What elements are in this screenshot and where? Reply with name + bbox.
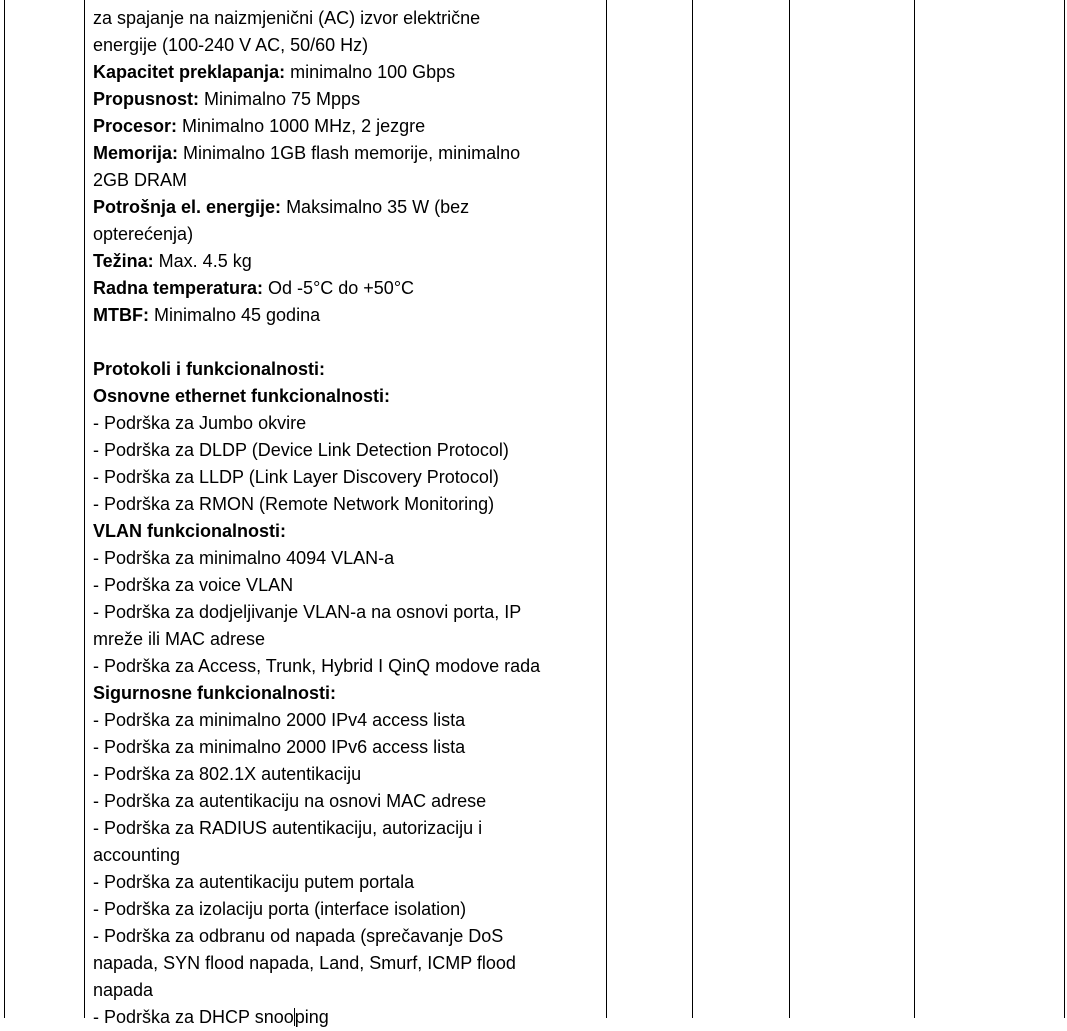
text-line	[93, 32, 601, 59]
text-line	[93, 275, 601, 302]
line-text: - Podrška za odbranu od napada (sprečavanje DoS	[93, 926, 504, 946]
text-line	[93, 680, 601, 707]
line-text: napada	[93, 980, 154, 1000]
text-line	[93, 302, 601, 329]
text-line	[93, 626, 601, 653]
bold-label: Težina:	[93, 251, 154, 271]
bold-label: Procesor:	[93, 116, 178, 136]
line-text: - Podrška za 802.1X autentikaciju	[93, 764, 362, 784]
table-column-divider	[606, 0, 607, 1018]
line-text: Maksimalno 35 W (bez	[281, 197, 470, 217]
text-line	[93, 167, 601, 194]
bold-label: Propusnost:	[93, 89, 199, 109]
bold-label: Kapacitet preklapanja:	[93, 62, 286, 82]
line-text: - Podrška za autentikaciju na osnovi MAC adrese	[93, 791, 487, 811]
table-column-divider	[692, 0, 693, 1018]
bold-label: Osnovne ethernet funkcionalnosti:	[93, 386, 391, 406]
text-line	[93, 572, 601, 599]
line-text: za spajanje na naizmjenični (AC) izvor električne	[93, 8, 481, 28]
text-line	[93, 248, 601, 275]
text-line	[93, 815, 601, 842]
text-cursor	[294, 1008, 295, 1026]
bold-label: Protokoli i funkcionalnosti:	[93, 359, 326, 379]
line-text: - Podrška za LLDP (Link Layer Discovery Protocol)	[93, 467, 499, 487]
bold-label: MTBF:	[93, 305, 149, 325]
text-line	[93, 59, 601, 86]
bold-label: Memorija:	[93, 143, 179, 163]
bold-label: Potrošnja el. energije:	[93, 197, 282, 217]
line-text: - Podrška za minimalno 4094 VLAN-a	[93, 548, 395, 568]
text-line	[93, 977, 601, 1004]
text-line	[93, 842, 601, 869]
text-line	[93, 599, 601, 626]
text-line	[93, 140, 601, 167]
table-column-divider	[789, 0, 790, 1018]
line-text: Minimalno 45 godina	[148, 305, 321, 325]
line-text: accounting	[93, 845, 181, 865]
line-text: - Podrška za dodjeljivanje VLAN-a na osnovi porta, IP	[93, 602, 522, 622]
text-line	[93, 707, 601, 734]
text-line	[93, 869, 601, 896]
line-text: - Podrška za izolaciju porta (interface isolation)	[93, 899, 467, 919]
line-text: - Podrška za DLDP (Device Link Detection Protocol)	[93, 440, 509, 460]
line-text: Minimalno 1GB flash memorije, minimalno	[178, 143, 521, 163]
line-text: - Podrška za voice VLAN	[93, 575, 294, 595]
line-text: 2GB DRAM	[93, 170, 188, 190]
line-text: - Podrška za minimalno 2000 IPv4 access lista	[93, 710, 466, 730]
table-column-divider	[914, 0, 915, 1018]
bold-label: Sigurnosne funkcionalnosti:	[93, 683, 337, 703]
text-line	[93, 950, 601, 977]
text-line	[93, 545, 601, 572]
line-text: Max. 4.5 kg	[153, 251, 252, 271]
line-text: opterećenja)	[93, 224, 194, 244]
bold-label: VLAN funkcionalnosti:	[93, 521, 286, 541]
text-line	[93, 491, 601, 518]
line-text: - Podrška za Jumbo okvire	[93, 413, 307, 433]
text-line	[93, 5, 601, 32]
specification-text-cell[interactable]	[93, 5, 601, 1031]
text-line	[93, 896, 601, 923]
text-line	[93, 518, 601, 545]
text-line	[93, 86, 601, 113]
text-line	[93, 761, 601, 788]
text-line	[93, 113, 601, 140]
blank-line	[93, 329, 601, 356]
text-line	[93, 923, 601, 950]
line-text: - Podrška za RMON (Remote Network Monitoring)	[93, 494, 495, 514]
line-text: - Podrška za Access, Trunk, Hybrid I QinQ modove rada	[93, 656, 541, 676]
text-line	[93, 653, 601, 680]
text-line	[93, 410, 601, 437]
table-border-left	[4, 0, 5, 1018]
text-line	[93, 383, 601, 410]
line-text: Minimalno 75 Mpps	[199, 89, 361, 109]
line-text: - Podrška za minimalno 2000 IPv6 access lista	[93, 737, 466, 757]
text-line	[93, 464, 601, 491]
line-text: minimalno 100 Gbps	[285, 62, 456, 82]
line-text: - Podrška za autentikaciju putem portala	[93, 872, 415, 892]
line-text: Minimalno 1000 MHz, 2 jezgre	[177, 116, 426, 136]
text-line	[93, 356, 601, 383]
bold-label: Radna temperatura:	[93, 278, 264, 298]
line-text: mreže ili MAC adrese	[93, 629, 266, 649]
line-text: energije (100-240 V AC, 50/60 Hz)	[93, 35, 369, 55]
text-line	[93, 734, 601, 761]
text-line	[93, 788, 601, 815]
text-line	[93, 221, 601, 248]
table-border-right	[1064, 0, 1065, 1018]
line-text: - Podrška za RADIUS autentikaciju, autorizaciju i	[93, 818, 483, 838]
table-column-divider	[84, 0, 85, 1018]
text-line	[93, 437, 601, 464]
text-line	[93, 194, 601, 221]
line-text: napada, SYN flood napada, Land, Smurf, ICMP flood	[93, 953, 516, 973]
line-text: Od -5°C do +50°C	[263, 278, 415, 298]
line-text: - Podrška za DHCP snooping	[93, 1007, 329, 1027]
